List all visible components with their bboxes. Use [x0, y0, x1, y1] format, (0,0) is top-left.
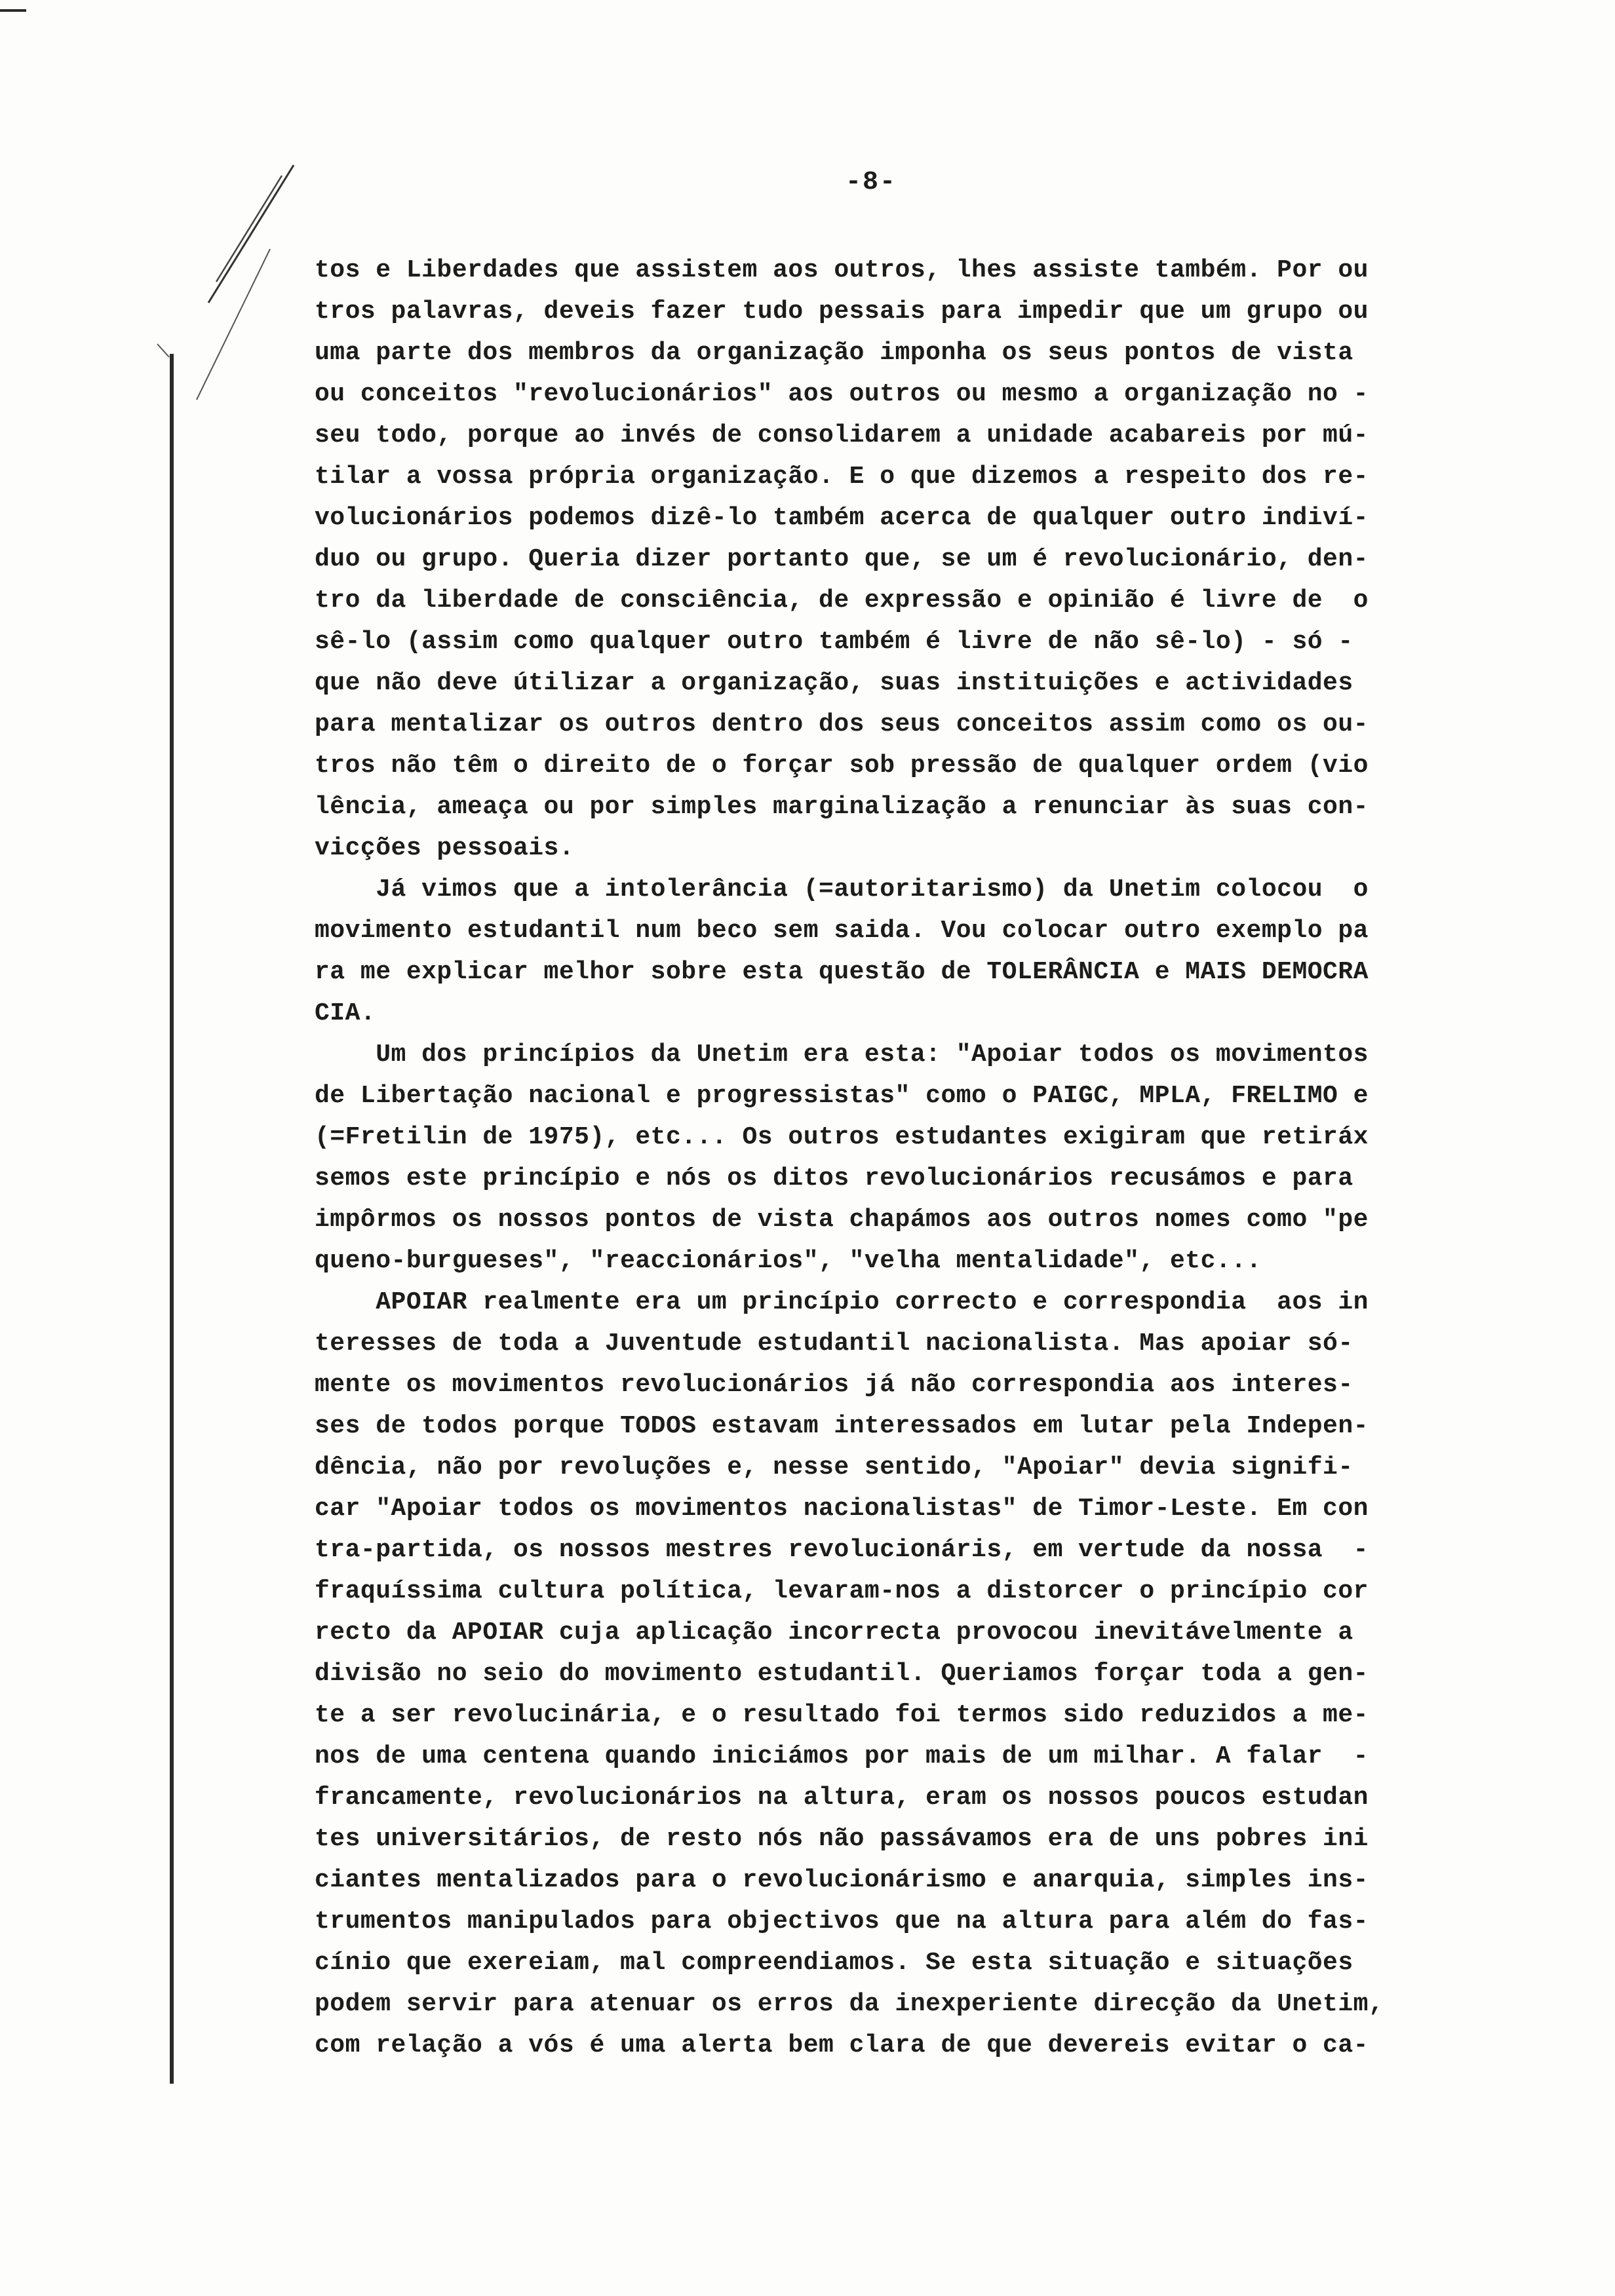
text-line: trumentos manipulados para objectivos que na altura para além do fas- [315, 1907, 1369, 1936]
text-line: APOIAR realmente era um princípio correcto e correspondia aos in [315, 1288, 1369, 1316]
margin-slash-3 [197, 249, 270, 400]
text-line: CIA. [315, 999, 376, 1027]
corner-scan-mark [0, 9, 26, 12]
text-line: ses de todos porque TODOS estavam interessados em lutar pela Indepen- [315, 1412, 1369, 1440]
text-line: tes universitários, de resto nós não passávamos era de uns pobres ini [315, 1825, 1369, 1853]
text-line: tra-partida, os nossos mestres revolucionáris, em vertude da nossa - [315, 1536, 1369, 1564]
text-line: podem servir para atenuar os erros da inexperiente direcção da Unetim, [315, 1990, 1384, 2018]
text-line: volucionários podemos dizê-lo também acerca de qualquer outro indiví- [315, 504, 1369, 532]
text-line: impôrmos os nossos pontos de vista chapámos aos outros nomes como "pe [315, 1206, 1369, 1234]
text-line: tos e Liberdades que assistem aos outros, lhes assiste também. Por ou [315, 256, 1369, 284]
text-line: queno-burgueses", "reaccionários", "velha mentalidade", etc... [315, 1247, 1262, 1275]
text-line: Já vimos que a intolerância (=autoritarismo) da Unetim colocou o [315, 875, 1369, 904]
text-line: lência, ameaça ou por simples marginalização a renunciar às suas con- [315, 793, 1369, 821]
text-line: divisão no seio do movimento estudantil. Queriamos forçar toda a gen- [315, 1660, 1369, 1688]
text-line: nos de uma centena quando iniciámos por mais de um milhar. A falar - [315, 1742, 1369, 1770]
text-line: duo ou grupo. Queria dizer portanto que, se um é revolucionário, den- [315, 545, 1369, 573]
text-line: vicções pessoais. [315, 834, 575, 862]
text-line: fraquíssima cultura política, levaram-nos a distorcer o princípio cor [315, 1577, 1369, 1605]
text-line: recto da APOIAR cuja aplicação incorrecta provocou inevitávelmente a [315, 1618, 1353, 1647]
text-line: te a ser revolucinária, e o resultado foi termos sido reduzidos a me- [315, 1701, 1369, 1729]
page-number: -8- [846, 168, 897, 197]
text-line: movimento estudantil num beco sem saida. Vou colocar outro exemplo pa [315, 917, 1369, 945]
text-line: mente os movimentos revolucionários já não correspondia aos interes- [315, 1371, 1353, 1399]
text-line: ou conceitos "revolucionários" aos outros ou mesmo a organização no - [315, 380, 1369, 408]
text-line: ra me explicar melhor sobre esta questão de TOLERÂNCIA e MAIS DEMOCRA [315, 958, 1369, 986]
text-line: semos este princípio e nós os ditos revolucionários recusámos e para [315, 1164, 1353, 1193]
text-line: tro da liberdade de consciência, de expressão e opinião é livre de o [315, 586, 1369, 615]
text-line: Um dos princípios da Unetim era esta: "Apoiar todos os movimentos [315, 1041, 1369, 1069]
text-line: cínio que exereiam, mal compreendiamos. Se esta situação e situações [315, 1949, 1353, 1977]
text-line: tros não têm o direito de o forçar sob pressão de qualquer ordem (vio [315, 752, 1369, 780]
text-line: tilar a vossa própria organização. E o que dizemos a respeito dos re- [315, 463, 1369, 491]
margin-slash-1 [208, 165, 294, 303]
text-line: teresses de toda a Juventude estudantil nacionalista. Mas apoiar só- [315, 1330, 1353, 1358]
margin-vertical-tick [157, 344, 169, 357]
text-line: francamente, revolucionários na altura, eram os nossos poucos estudan [315, 1784, 1369, 1812]
text-line: seu todo, porque ao invés de consolidarem a unidade acabareis por mú- [315, 421, 1369, 450]
margin-slash-2 [216, 176, 282, 282]
text-line: que não deve útilizar a organização, suas instituições e actividades [315, 669, 1353, 697]
text-line: para mentalizar os outros dentro dos seus conceitos assim como os ou- [315, 710, 1369, 738]
text-line: car "Apoiar todos os movimentos nacionalistas" de Timor-Leste. Em con [315, 1495, 1369, 1523]
text-line: (=Fretilin de 1975), etc... Os outros estudantes exigiram que retiráx [315, 1123, 1369, 1151]
text-line: sê-lo (assim como qualquer outro também é livre de não sê-lo) - só - [315, 628, 1353, 656]
text-line: ciantes mentalizados para o revolucionárismo e anarquia, simples ins- [315, 1866, 1369, 1894]
text-line: de Libertação nacional e progressistas" como o PAIGC, MPLA, FRELIMO e [315, 1082, 1369, 1110]
text-line: tros palavras, deveis fazer tudo pessais para impedir que um grupo ou [315, 297, 1369, 326]
text-line: dência, não por revoluções e, nesse sentido, "Apoiar" devia signifi- [315, 1453, 1353, 1482]
text-line: uma parte dos membros da organização imponha os seus pontos de vista [315, 339, 1353, 367]
text-line: com relação a vós é uma alerta bem clara de que devereis evitar o ca- [315, 2031, 1369, 2059]
